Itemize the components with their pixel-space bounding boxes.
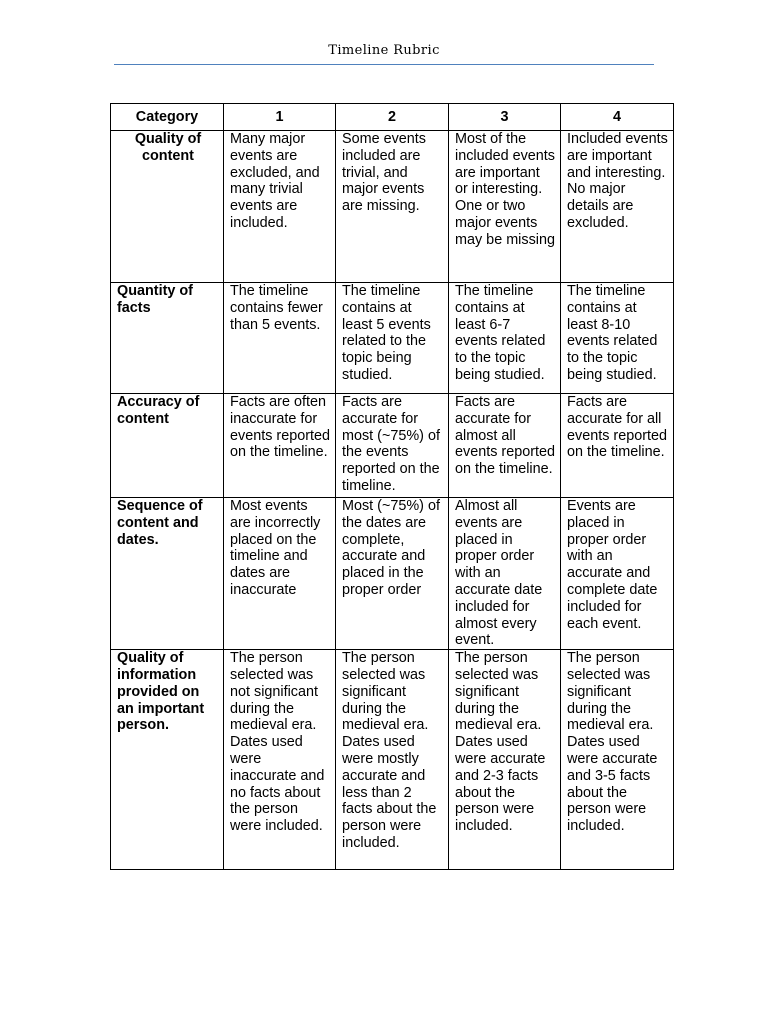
rubric-table [110,103,674,870]
table-cell: Facts are accurate for almost all events reported on the timeline. [449,394,561,498]
table-cell: Most events are incorrectly placed on the timeline and dates are inaccurate [224,498,336,650]
table-row [111,498,674,650]
title-underline [114,64,654,65]
table-cell: The person selected was significant during the medieval era. Dates used were mostly accurate and less than 2 facts about the person were included. [336,650,449,870]
row-category: Quantity of facts [111,283,224,394]
document-title: Timeline Rubric [328,43,440,58]
row-category: Sequence of content and dates. [111,498,224,650]
header-score-3: 3 [449,104,561,131]
table-cell: Almost all events are placed in proper order with an accurate date included for almost every event. [449,498,561,650]
row-category: Accuracy of content [111,394,224,498]
table-cell: Most of the included events are important or interesting. One or two major events may be missing [449,131,561,283]
table-cell: Facts are accurate for all events reported on the timeline. [561,394,674,498]
table-cell: Facts are accurate for most (~75%) of the events reported on the timeline. [336,394,449,498]
table-cell: Many major events are excluded, and many trivial events are included. [224,131,336,283]
header-row [111,104,674,131]
table-row [111,131,674,283]
table-cell: The timeline contains at least 6-7 events related to the topic being studied. [449,283,561,394]
table-cell: The person selected was not significant during the medieval era. Dates used were inaccurate and no facts about the person were included. [224,650,336,870]
table-cell: The timeline contains fewer than 5 events. [224,283,336,394]
table-cell: The person selected was significant during the medieval era. Dates used were accurate and 3-5 facts about the person were included. [561,650,674,870]
table-cell: Most (~75%) of the dates are complete, accurate and placed in the proper order [336,498,449,650]
table-row [111,650,674,870]
header-category: Category [111,104,224,131]
table-cell: The timeline contains at least 5 events related to the topic being studied. [336,283,449,394]
header-score-4: 4 [561,104,674,131]
header-score-1: 1 [224,104,336,131]
row-category: Quality of information provided on an important person. [111,650,224,870]
table-row [111,394,674,498]
table-cell: Some events included are trivial, and major events are missing. [336,131,449,283]
table-cell: Facts are often inaccurate for events reported on the timeline. [224,394,336,498]
table-row [111,283,674,394]
table-cell: The person selected was significant during the medieval era. Dates used were accurate and 2-3 facts about the person were included. [449,650,561,870]
table-cell: Included events are important and interesting. No major details are excluded. [561,131,674,283]
header-score-2: 2 [336,104,449,131]
table-cell: The timeline contains at least 8-10 events related to the topic being studied. [561,283,674,394]
row-category: Quality of content [111,131,224,283]
table-cell: Events are placed in proper order with an accurate and complete date included for each event. [561,498,674,650]
